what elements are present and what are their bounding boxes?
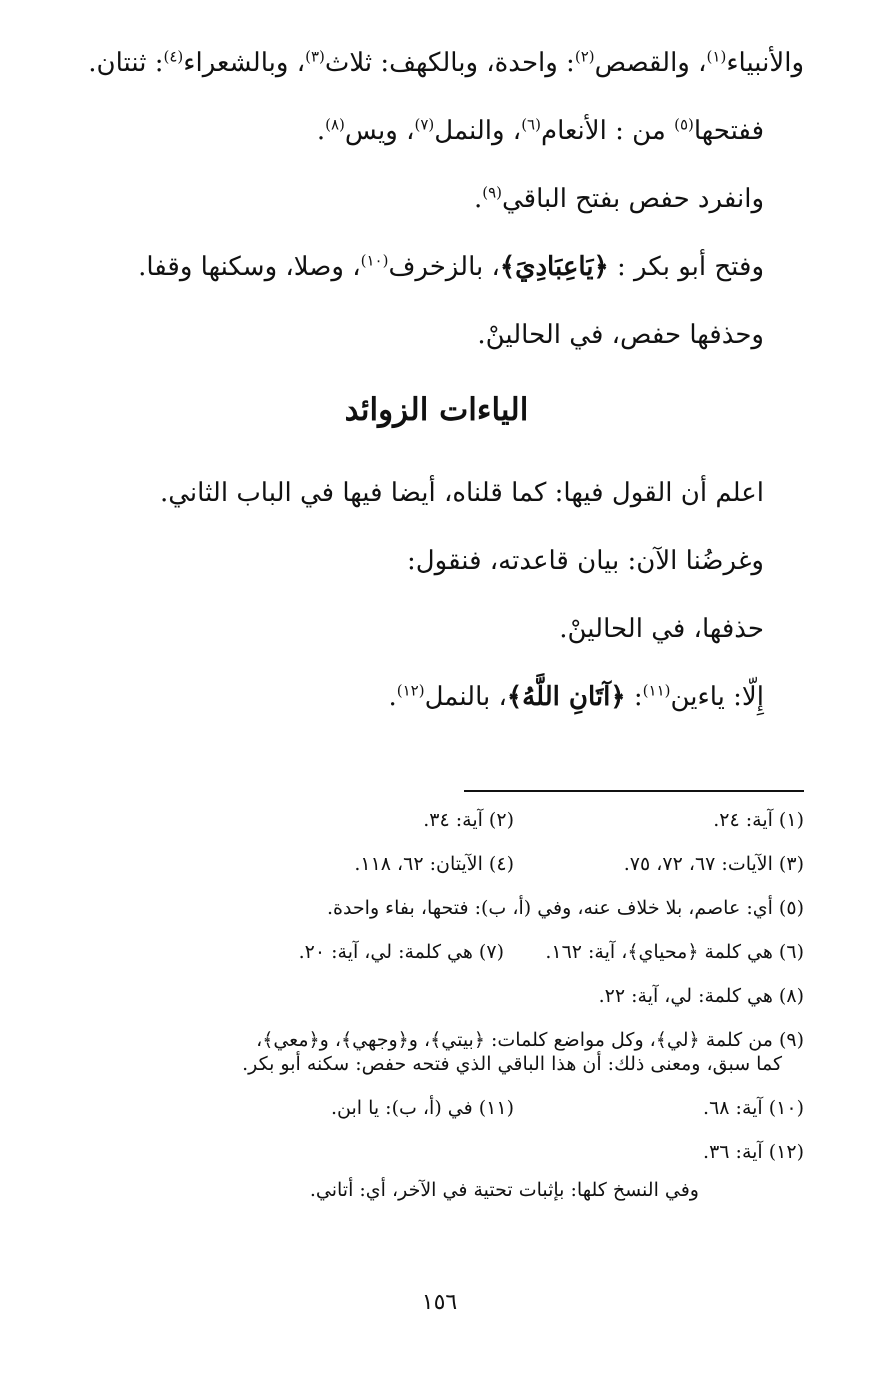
text-run: وانفرد حفص بفتح الباقي [502, 184, 764, 214]
footnote-3: (٣) الآيات: ٦٧، ٧٢، ٧٥. [623, 853, 804, 875]
footnote-row [69, 808, 804, 832]
text-run: ، والقصص [594, 48, 707, 78]
footnote-12: (١٢) آية: ٣٦. [703, 1141, 804, 1163]
footnote-row [69, 896, 804, 920]
footnote-9-continued: كما سبق، ومعنى ذلك: أن هذا الباقي الذي فتحه حفص: سكنه أبو بكر. [242, 1053, 782, 1075]
text-run: وحذفها حفص، في الحالينْ. [477, 320, 764, 350]
text-run: ففتحها [693, 116, 764, 146]
footnote-7: (٧) هي كلمة: لي، آية: ٢٠. [298, 941, 504, 963]
footnote-row [69, 1179, 804, 1208]
footnote-row [69, 1140, 804, 1164]
quran-quote: ﴿يَاعِبَادِيَ﴾ [499, 252, 609, 282]
text-run: . [473, 184, 483, 214]
footnote-9: (٩) من كلمة ﴿لي﴾، وكل مواضع كلمات: ﴿بيتي﴾، و﴿وجهي﴾، و﴿معي﴾، [256, 1029, 804, 1051]
text-run: : واحدة، وبالكهف: ثلاث [324, 48, 575, 78]
paragraph-7 [69, 536, 804, 586]
text-run: من : الأنعام [540, 116, 675, 146]
paragraph-6 [69, 468, 804, 518]
text-run: وفتح أبو بكر : [608, 252, 764, 282]
footnote-ref[interactable]: (١٠) [360, 251, 389, 270]
page-number: ١٥٦ [421, 1290, 458, 1315]
text-run: ، والنمل [434, 116, 522, 146]
text-run: إِلّا: ياءين [670, 682, 764, 712]
text-run: . [316, 116, 326, 146]
paragraph-1 [69, 38, 804, 88]
text-run: وغرضُنا الآن: بيان قاعدته، فنقول: [407, 546, 764, 576]
footnote-ref[interactable]: (٧) [414, 115, 435, 134]
footnote-ref[interactable]: (٢) [574, 47, 595, 66]
footnote-ref[interactable]: (٥) [674, 115, 694, 134]
footnote-ref[interactable]: (٦) [521, 115, 541, 134]
footnote-ref[interactable]: (٩) [482, 183, 502, 202]
text-run: ، بالنمل [424, 682, 507, 712]
paragraph-8 [69, 604, 804, 654]
footnote-separator [464, 790, 804, 792]
text-run: والأنبياء [726, 48, 804, 78]
footnote-ref[interactable]: (٤) [163, 47, 184, 66]
paragraph-4 [69, 242, 804, 292]
footnote-4: (٤) الآيتان: ٦٢، ١١٨. [354, 853, 514, 875]
footnote-8: (٨) هي كلمة: لي، آية: ٢٢. [598, 985, 804, 1007]
footnote-row [69, 984, 804, 1008]
footnote-row [69, 1028, 804, 1076]
footnotes [69, 808, 804, 1228]
text-run: ، ويس [344, 116, 415, 146]
footnote-1: (١) آية: ٢٤. [713, 809, 804, 831]
footnote-row [69, 852, 804, 876]
text-run: اعلم أن القول فيها: كما قلناه، أيضا فيها في الباب الثاني. [159, 478, 764, 508]
section-heading: الياءات الزوائد [344, 392, 529, 428]
footnote-ref[interactable]: (١) [706, 47, 727, 66]
text-run: . [388, 682, 397, 712]
footnote-6: (٦) هي كلمة ﴿محياي﴾، آية: ١٦٢. [545, 941, 804, 963]
text-run: ، وبالشعراء [183, 48, 306, 78]
footnote-2: (٢) آية: ٣٤. [423, 809, 514, 831]
text-run: ، وصلا، وسكنها وقفا. [138, 252, 361, 282]
footnote-10: (١٠) آية: ٦٨. [703, 1097, 804, 1119]
footnote-5: (٥) أي: عاصم، بلا خلاف عنه، وفي (أ، ب): فتحها، بفاء واحدة. [326, 897, 804, 919]
footnote-ref[interactable]: (٨) [325, 115, 345, 134]
footnote-11: (١١) في (أ، ب): يا ابن. [330, 1097, 514, 1119]
footnote-ref[interactable]: (٣) [305, 47, 325, 66]
text-run: : ثنتان. [88, 48, 164, 78]
paragraph-2 [69, 106, 804, 156]
footnote-ref[interactable]: (١٢) [396, 681, 425, 700]
text-run: ، بالزخرف [388, 252, 500, 282]
footnote-ref[interactable]: (١١) [642, 681, 671, 700]
paragraph-9 [69, 672, 804, 722]
text-run: : [625, 682, 643, 712]
footnote-row [69, 940, 804, 964]
paragraph-5 [69, 310, 804, 360]
text-run: حذفها، في الحالينْ. [559, 614, 764, 644]
paragraph-3 [69, 174, 804, 224]
main-text [69, 38, 804, 740]
footnote-12-note: وفي النسخ كلها: بإثبات تحتية في الآخر، أي: أتاني. [309, 1179, 699, 1201]
footnote-row [69, 1096, 804, 1120]
quran-quote: ﴿آتَانِ اللَّهُ﴾ [506, 682, 626, 712]
